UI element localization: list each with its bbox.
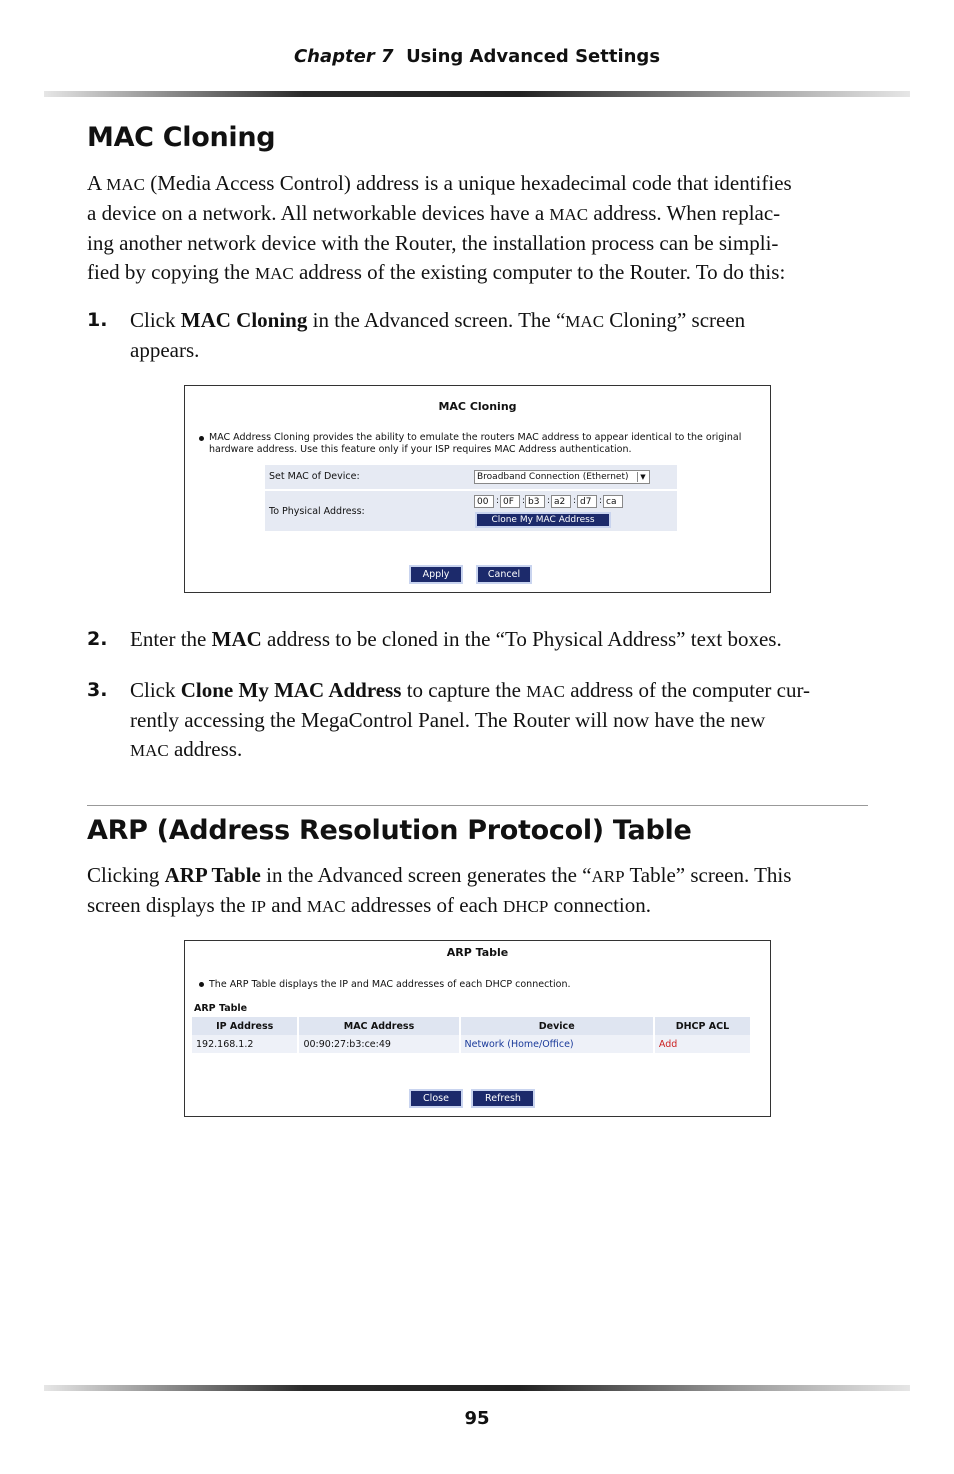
apply-button[interactable]: Apply xyxy=(411,567,461,582)
bullet-dot xyxy=(199,436,204,441)
arp-table-heading: ARP (Address Resolution Protocol) Table xyxy=(87,815,692,846)
page-number: 95 xyxy=(464,1408,490,1429)
arp-intro-paragraph xyxy=(87,861,877,921)
mac-cloning-description: MAC Address Cloning provides the ability to emulate the routers MAC address to appear identical to the original hardware address. Use this feature only if your ISP requires MAC Address authentication. xyxy=(209,432,742,455)
chevron-down-icon: ▼ xyxy=(637,472,648,482)
set-mac-label: Set MAC of Device: xyxy=(269,471,360,482)
physical-address-row: To Physical Address: 00 : 0F : b3 : a2 : d7 : ca Clone My MAC Address xyxy=(265,491,677,531)
set-mac-row xyxy=(265,465,677,489)
chapter-title: Using Advanced Settings xyxy=(406,46,661,67)
device-link[interactable]: Network (Home/Office) xyxy=(460,1035,654,1053)
section-divider xyxy=(87,805,868,806)
step-2: 2. Enter the MAC address to be cloned in the “To Physical Address” text boxes. xyxy=(87,625,877,654)
step-3: 3. Click Clone My MAC Address to capture the MAC address of the computer cur- rently accessing the MegaControl Panel. The Router will now have the new MAC address. xyxy=(87,678,811,761)
screen-title: ARP Table xyxy=(446,946,509,959)
step-number: 3. xyxy=(87,679,108,701)
arp-table-label: ARP Table xyxy=(194,1003,248,1014)
screen-title: MAC Cloning xyxy=(438,400,517,413)
column-header: IP Address xyxy=(192,1017,298,1035)
arp-line-1: Clicking ARP Table in the Advanced screen generates the “ARP Table” screen. This xyxy=(87,863,792,887)
add-acl-link[interactable]: Add xyxy=(654,1035,751,1053)
ip-cell: 192.168.1.2 xyxy=(192,1035,298,1053)
column-header: MAC Address xyxy=(298,1017,459,1035)
column-header: Device xyxy=(460,1017,654,1035)
arp-line-2: screen displays the IP and MAC addresses of each DHCP connection. xyxy=(87,893,651,917)
refresh-button[interactable]: Refresh xyxy=(473,1091,533,1106)
octet-1-input[interactable]: 00 xyxy=(474,495,494,508)
octet-2-input[interactable]: 0F xyxy=(500,495,520,508)
intro-line-1: A MAC (Media Access Control) address is a unique hexadecimal code that identifies xyxy=(87,171,792,195)
mac-cell: 00:90:27:b3:ce:49 xyxy=(298,1035,459,1053)
footer-rule xyxy=(44,1385,910,1391)
table-row xyxy=(192,1035,751,1053)
page-header xyxy=(0,46,954,67)
mac-intro-paragraph xyxy=(87,169,877,288)
cancel-button[interactable]: Cancel xyxy=(478,567,530,582)
step-number: 2. xyxy=(87,628,108,650)
octet-5-input[interactable]: d7 xyxy=(577,495,597,508)
arp-description: The ARP Table displays the IP and MAC addresses of each DHCP connection. xyxy=(209,979,571,990)
table-header-row xyxy=(192,1017,751,1035)
arp-table-screenshot xyxy=(184,940,771,1117)
close-button[interactable]: Close xyxy=(411,1091,461,1106)
set-mac-select[interactable]: Broadband Connection (Ethernet) ▼ xyxy=(474,470,650,484)
intro-line-4: fied by copying the MAC address of the existing computer to the Router. To do this: xyxy=(87,260,786,284)
mac-cloning-heading: MAC Cloning xyxy=(87,122,276,153)
step-number: 1. xyxy=(87,309,108,331)
mac-cloning-screenshot xyxy=(184,385,771,593)
intro-line-3: ing another network device with the Router, the installation process can be simpli- xyxy=(87,231,779,255)
octet-6-input[interactable]: ca xyxy=(603,495,623,508)
column-header: DHCP ACL xyxy=(654,1017,751,1035)
bullet-dot xyxy=(199,982,204,987)
physical-address-label: To Physical Address: xyxy=(269,506,365,517)
octet-3-input[interactable]: b3 xyxy=(525,495,545,508)
intro-line-2: a device on a network. All networkable devices have a MAC address. When replac- xyxy=(87,201,781,225)
header-rule xyxy=(44,91,910,97)
arp-table xyxy=(192,1017,752,1053)
clone-my-mac-button[interactable]: Clone My MAC Address xyxy=(477,514,609,526)
step-1: 1. Click MAC Cloning in the Advanced screen. The “MAC Cloning” screen appears. xyxy=(87,308,746,362)
chapter-label: Chapter 7 xyxy=(293,46,394,67)
octet-4-input[interactable]: a2 xyxy=(551,495,571,508)
